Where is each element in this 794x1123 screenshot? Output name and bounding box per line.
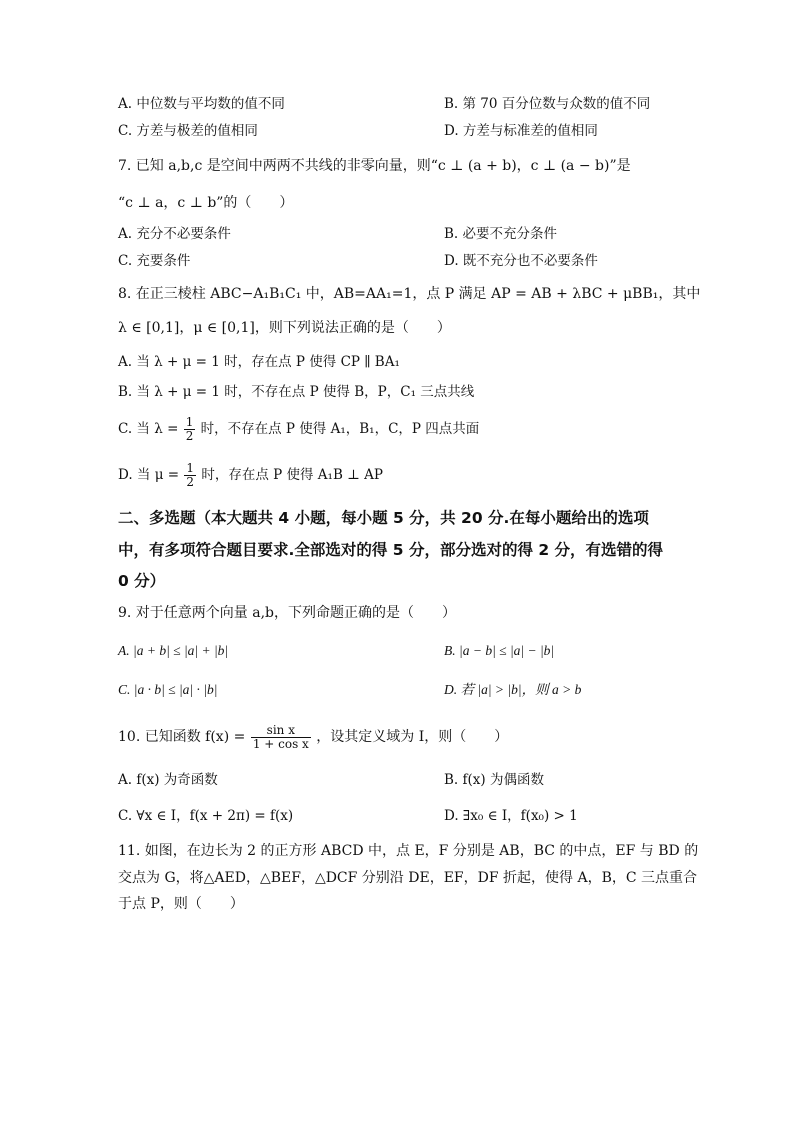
q7-option-c: C. 充要条件 [118, 253, 191, 269]
q10-option-b: B. f(x) 为偶函数 [444, 772, 544, 788]
q11-stem-line1: 11. 如图，在边长为 2 的正方形 ABCD 中，点 E，F 分别是 AB，BC 的中点，EF 与 BD 的 [118, 843, 699, 859]
q8-option-c [118, 412, 479, 446]
q7-stem-line1: 7. 已知 a,b,c 是空间中两两不共线的非零向量，则“c ⊥ (a + b)，c ⊥ (a − b)”是 [118, 158, 631, 174]
q6-option-d: D. 方差与标准差的值相同 [444, 123, 598, 139]
q8-stem-line2: λ ∈ [0,1]，μ ∈ [0,1]，则下列说法正确的是（ ） [118, 320, 451, 336]
q9-option-b: B. |a − b| ≤ |a| − |b| [444, 643, 555, 658]
section-heading-line2: 中，有多项符合题目要求.全部选对的得 5 分，部分选对的得 2 分，有选错的得 [118, 541, 664, 559]
fraction-numerator: 1 [185, 415, 194, 429]
q10-stem-suffix: ，设其定义域为 I，则（ ） [316, 729, 509, 745]
q9-option-a: A. |a + b| ≤ |a| + |b| [118, 643, 229, 658]
q7-stem-line2: “c ⊥ a，c ⊥ b”的（ ） [118, 195, 294, 211]
q8-option-d-prefix: D. 当 μ = [118, 467, 180, 483]
one-half-fraction [184, 462, 196, 489]
q11-stem-line3: 于点 P，则（ ） [118, 896, 244, 912]
q8-option-d-suffix: 时，存在点 P 使得 A₁B ⊥ AP [201, 467, 383, 483]
q9-option-d: D. 若 |a| > |b|，则 a > b [444, 682, 582, 697]
q9-option-c: C. |a · b| ≤ |a| · |b| [118, 682, 218, 697]
q10-stem-prefix: 10. 已知函数 f(x) = [118, 729, 246, 745]
section-heading-line3: 0 分） [118, 572, 166, 590]
q8-option-a: A. 当 λ + μ = 1 时，存在点 P 使得 CP ∥ BA₁ [118, 354, 400, 370]
q8-option-c-suffix: 时，不存在点 P 使得 A₁，B₁，C，P 四点共面 [200, 421, 480, 437]
q6-option-b: B. 第 70 百分位数与众数的值不同 [444, 96, 651, 112]
q8-stem-line1: 8. 在正三棱柱 ABC−A₁B₁C₁ 中，AB=AA₁=1，点 P 满足 AP = AB + λBC + μBB₁，其中 [118, 286, 701, 302]
q6-option-c: C. 方差与极差的值相同 [118, 123, 258, 139]
q6-option-a: A. 中位数与平均数的值不同 [118, 96, 285, 112]
fraction-numerator: sin x [251, 724, 311, 738]
q10-option-d: D. ∃x₀ ∈ I，f(x₀) > 1 [444, 808, 578, 824]
q10-option-c: C. ∀x ∈ I，f(x + 2π) = f(x) [118, 808, 294, 824]
q7-option-a: A. 充分不必要条件 [118, 226, 231, 242]
q9-stem: 9. 对于任意两个向量 a,b，下列命题正确的是（ ） [118, 605, 457, 621]
q10-stem [118, 720, 508, 754]
q10-option-a: A. f(x) 为奇函数 [118, 772, 218, 788]
fraction-denominator: 1 + cos x [252, 736, 309, 751]
q7-option-b: B. 必要不充分条件 [444, 226, 558, 242]
q8-option-b: B. 当 λ + μ = 1 时，不存在点 P 使得 B，P，C₁ 三点共线 [118, 384, 475, 400]
q7-option-d: D. 既不充分也不必要条件 [444, 253, 598, 269]
fraction-denominator: 2 [186, 475, 195, 489]
q8-option-d [118, 458, 383, 492]
q8-option-c-prefix: C. 当 λ = [118, 421, 179, 437]
one-half-fraction [184, 416, 196, 443]
sin-over-cos-fraction [251, 724, 311, 751]
section-heading-line1: 二、多选题（本大题共 4 小题，每小题 5 分，共 20 分.在每小题给出的选项 [118, 509, 649, 527]
fraction-numerator: 1 [186, 461, 195, 475]
fraction-denominator: 2 [185, 429, 194, 443]
q11-stem-line2: 交点为 G，将△AED，△BEF，△DCF 分别沿 DE，EF，DF 折起，使得 A，B，C 三点重合 [118, 870, 698, 886]
